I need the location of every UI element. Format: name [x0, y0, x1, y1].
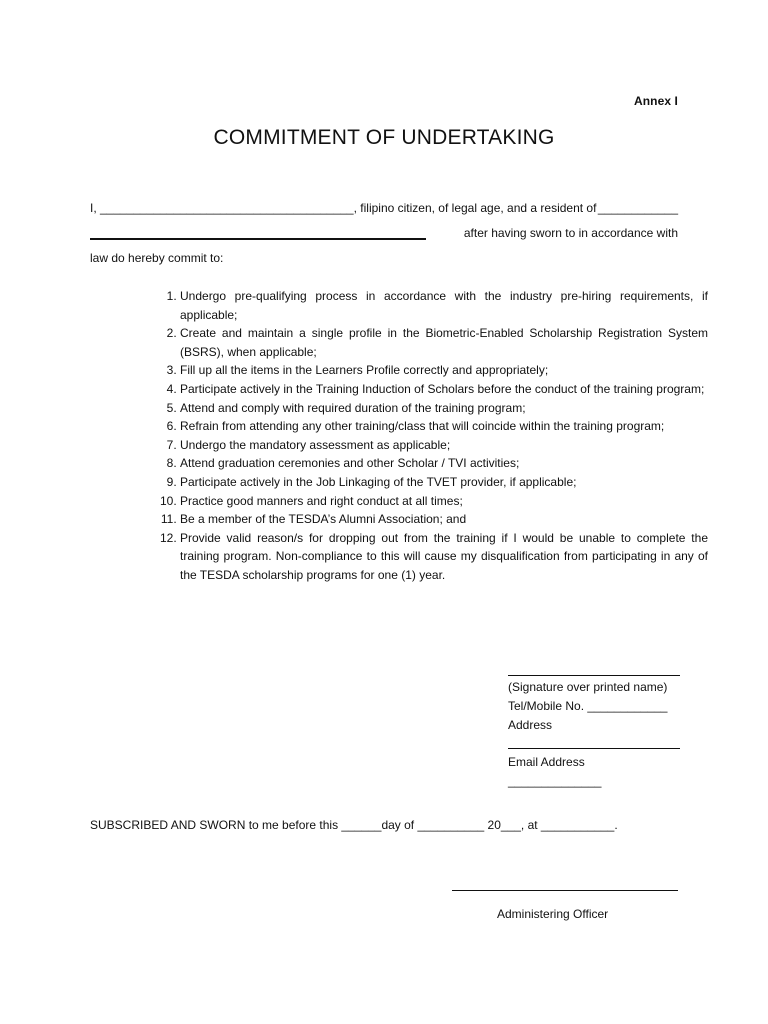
- signature-line: [508, 675, 680, 676]
- commitment-item: 1. Undergo pre-qualifying process in accordance with the industry pre-hiring requirements, if applicable;: [180, 287, 708, 324]
- commitment-item: 3. Fill up all the items in the Learners Profile correctly and appropriately;: [180, 361, 708, 380]
- commitment-item: 4. Participate actively in the Training Induction of Scholars before the conduct of the training program;: [180, 380, 708, 399]
- address-label: Address: [508, 718, 553, 732]
- commitment-item: 10. Practice good manners and right conduct at all times;: [180, 492, 708, 511]
- intro-line-1: [90, 201, 678, 215]
- signature-label: (Signature over printed name): [508, 680, 668, 694]
- commitment-item: 7. Undergo the mandatory assessment as applicable;: [180, 436, 708, 455]
- commitment-list: [150, 287, 708, 585]
- commitment-item: 6. Refrain from attending any other training/class that will coincide within the training program;: [180, 417, 708, 436]
- sworn-statement: SUBSCRIBED AND SWORN to me before this ______day of __________ 20___, at ___________.: [90, 818, 618, 832]
- document-title: COMMITMENT OF UNDERTAKING: [213, 126, 555, 149]
- intro-line-3: law do hereby commit to:: [90, 251, 224, 265]
- email-address-label: Email Address ______________: [508, 755, 602, 788]
- officer-signature-line: [452, 890, 678, 891]
- intro-line-2-text: after having sworn to in accordance with: [463, 226, 678, 240]
- commitment-item: 11. Be a member of the TESDA’s Alumni Association; and: [180, 510, 708, 529]
- intro-line-1-text: I, ______________________________________, filipino citizen, of legal age, and a resident of: [90, 201, 597, 215]
- tel-mobile-label: Tel/Mobile No. ____________: [508, 699, 668, 713]
- address-blank-line: [90, 226, 426, 240]
- commitment-item: 12. Provide valid reason/s for dropping out from the training if I would be unable to complete the training program. Non-compliance to this will cause my disqualification from participating in any of the TESDA scholarship programs for one (1) year.: [180, 529, 708, 585]
- address-line: [508, 748, 680, 749]
- commitment-item: 2. Create and maintain a single profile in the Biometric-Enabled Scholarship Registration System (BSRS), when applicable;: [180, 324, 708, 361]
- commitment-item: 8. Attend graduation ceremonies and other Scholar / TVI activities;: [180, 454, 708, 473]
- intro-line-2: [90, 226, 678, 240]
- administering-officer-label: Administering Officer: [497, 907, 609, 921]
- annex-label: Annex I: [633, 94, 678, 108]
- commitment-item: 5. Attend and comply with required duration of the training program;: [180, 399, 708, 418]
- commitment-item: 9. Participate actively in the Job Linkaging of the TVET provider, if applicable;: [180, 473, 708, 492]
- residence-blank: ____________: [597, 201, 678, 215]
